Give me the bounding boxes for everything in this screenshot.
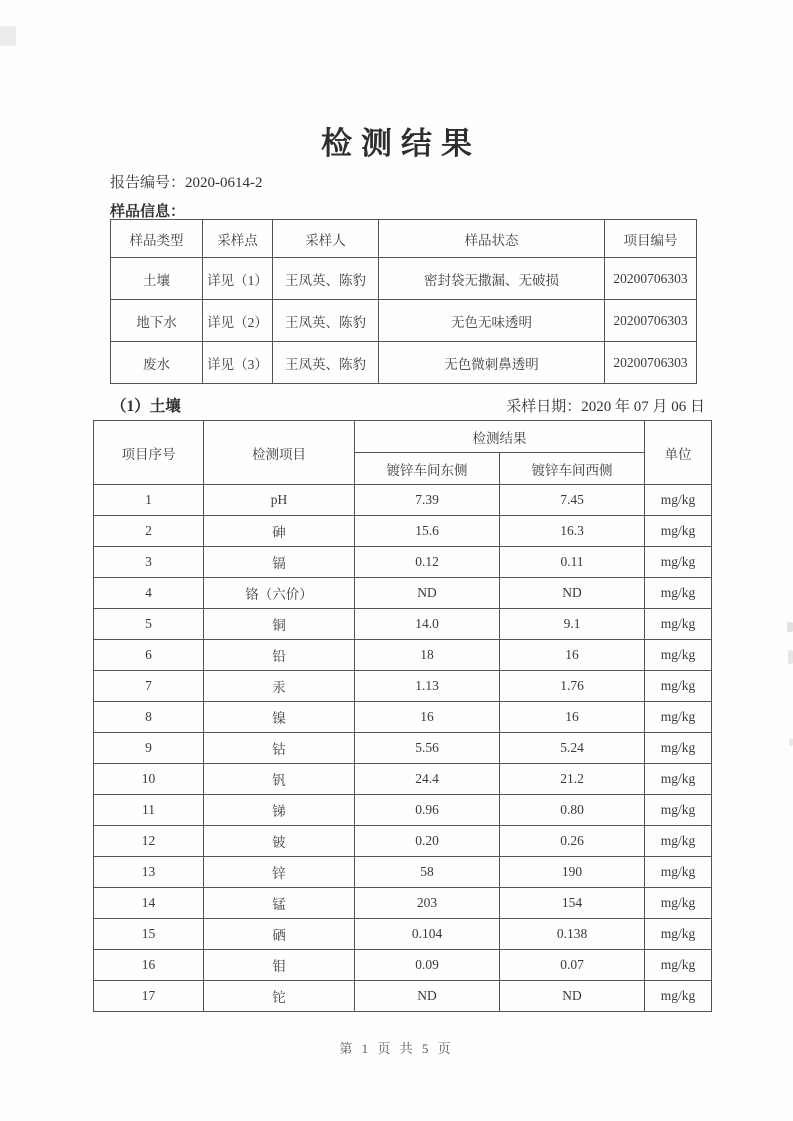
table-row bbox=[94, 609, 712, 640]
table-cell: 王凤英、陈豹 bbox=[273, 342, 379, 384]
table-row bbox=[94, 764, 712, 795]
table-cell: mg/kg bbox=[645, 857, 712, 888]
table-cell: 8 bbox=[94, 702, 204, 733]
table-row bbox=[94, 733, 712, 764]
sample-info-table bbox=[110, 219, 697, 384]
table-cell: 镉 bbox=[204, 547, 355, 578]
table-cell: 铍 bbox=[204, 826, 355, 857]
table-cell: 16 bbox=[355, 702, 500, 733]
table-cell: 锰 bbox=[204, 888, 355, 919]
table-cell: mg/kg bbox=[645, 795, 712, 826]
table-cell: mg/kg bbox=[645, 981, 712, 1012]
report-number: 报告编号：2020-0614-2 bbox=[110, 175, 263, 191]
table-cell: 地下水 bbox=[111, 300, 203, 342]
table-cell: 11 bbox=[94, 795, 204, 826]
table-cell: 锌 bbox=[204, 857, 355, 888]
scan-artifact bbox=[0, 26, 16, 46]
page-title: 检测结果 bbox=[321, 126, 481, 161]
table-cell: 15 bbox=[94, 919, 204, 950]
table-cell: 王凤英、陈豹 bbox=[273, 300, 379, 342]
table-cell: 0.12 bbox=[355, 547, 500, 578]
table-cell: mg/kg bbox=[645, 888, 712, 919]
table-cell: 镍 bbox=[204, 702, 355, 733]
table-cell: 铜 bbox=[204, 609, 355, 640]
table-cell: 硒 bbox=[204, 919, 355, 950]
column-header-unit: 单位 bbox=[645, 421, 712, 485]
table-cell: 0.138 bbox=[500, 919, 645, 950]
column-header-workshop-west: 镀锌车间西侧 bbox=[500, 453, 645, 485]
table-cell: 17 bbox=[94, 981, 204, 1012]
table-cell: 0.09 bbox=[355, 950, 500, 981]
table-cell: 5.24 bbox=[500, 733, 645, 764]
table-row bbox=[94, 981, 712, 1012]
table-cell: 7.45 bbox=[500, 485, 645, 516]
table-cell: 铅 bbox=[204, 640, 355, 671]
table-cell: 18 bbox=[355, 640, 500, 671]
table-cell: 15.6 bbox=[355, 516, 500, 547]
table-cell: mg/kg bbox=[645, 733, 712, 764]
table-cell: mg/kg bbox=[645, 485, 712, 516]
sampling-date: 采样日期：2020 年 07 月 06 日 bbox=[506, 399, 705, 415]
table-cell: 钒 bbox=[204, 764, 355, 795]
table-cell: 钴 bbox=[204, 733, 355, 764]
table-row bbox=[94, 485, 712, 516]
section-header bbox=[93, 392, 711, 416]
section-label-soil: （1）土壤 bbox=[111, 398, 181, 415]
table-cell: 16.3 bbox=[500, 516, 645, 547]
table-row bbox=[94, 671, 712, 702]
table-row bbox=[94, 516, 712, 547]
table-row bbox=[111, 258, 697, 300]
table-cell: 14 bbox=[94, 888, 204, 919]
table-cell: 1.76 bbox=[500, 671, 645, 702]
table-cell: 20200706303 bbox=[605, 342, 697, 384]
page-footer: 第 1 页 共 5 页 bbox=[339, 1041, 454, 1056]
table-cell: 7 bbox=[94, 671, 204, 702]
table-row bbox=[94, 795, 712, 826]
table-cell: 203 bbox=[355, 888, 500, 919]
table-cell: 13 bbox=[94, 857, 204, 888]
scan-artifact bbox=[789, 738, 793, 746]
column-header-sample-status: 样品状态 bbox=[379, 220, 605, 258]
table-cell: 详见（3） bbox=[203, 342, 273, 384]
table-cell: 24.4 bbox=[355, 764, 500, 795]
table-row bbox=[94, 888, 712, 919]
column-header-test-item: 检测项目 bbox=[204, 421, 355, 485]
column-header-item-number: 项目序号 bbox=[94, 421, 204, 485]
table-cell: mg/kg bbox=[645, 516, 712, 547]
table-cell: ND bbox=[500, 981, 645, 1012]
table-cell: 6 bbox=[94, 640, 204, 671]
table-cell: mg/kg bbox=[645, 919, 712, 950]
table-cell: mg/kg bbox=[645, 702, 712, 733]
table-cell: 无色微刺鼻透明 bbox=[379, 342, 605, 384]
table-cell: 铊 bbox=[204, 981, 355, 1012]
table-cell: 20200706303 bbox=[605, 300, 697, 342]
table-cell: 2 bbox=[94, 516, 204, 547]
table-cell: 7.39 bbox=[355, 485, 500, 516]
table-cell: mg/kg bbox=[645, 764, 712, 795]
table-cell: 154 bbox=[500, 888, 645, 919]
table-cell: 14.0 bbox=[355, 609, 500, 640]
column-header-project-number: 项目编号 bbox=[605, 220, 697, 258]
table-cell: 5 bbox=[94, 609, 204, 640]
table-cell: 1 bbox=[94, 485, 204, 516]
table-cell: 废水 bbox=[111, 342, 203, 384]
table-cell: 5.56 bbox=[355, 733, 500, 764]
table-cell: 0.104 bbox=[355, 919, 500, 950]
table-cell: mg/kg bbox=[645, 950, 712, 981]
table-header-row bbox=[111, 220, 697, 258]
table-cell: mg/kg bbox=[645, 609, 712, 640]
table-cell: 190 bbox=[500, 857, 645, 888]
table-cell: 汞 bbox=[204, 671, 355, 702]
table-cell: 王凤英、陈豹 bbox=[273, 258, 379, 300]
table-cell: 4 bbox=[94, 578, 204, 609]
column-header-sample-type: 样品类型 bbox=[111, 220, 203, 258]
table-cell: 0.07 bbox=[500, 950, 645, 981]
table-cell: 16 bbox=[500, 640, 645, 671]
table-cell: 16 bbox=[500, 702, 645, 733]
table-cell: 详见（1） bbox=[203, 258, 273, 300]
scan-artifact bbox=[788, 650, 793, 664]
table-header-row bbox=[94, 421, 712, 453]
table-cell: 钼 bbox=[204, 950, 355, 981]
table-cell: 0.11 bbox=[500, 547, 645, 578]
table-cell: 无色无味透明 bbox=[379, 300, 605, 342]
table-cell: 9.1 bbox=[500, 609, 645, 640]
table-cell: 锑 bbox=[204, 795, 355, 826]
table-cell: 土壤 bbox=[111, 258, 203, 300]
soil-results-table bbox=[93, 420, 712, 1012]
table-cell: 0.80 bbox=[500, 795, 645, 826]
table-cell: 16 bbox=[94, 950, 204, 981]
column-header-test-result: 检测结果 bbox=[355, 421, 645, 453]
table-cell: 9 bbox=[94, 733, 204, 764]
table-row bbox=[94, 950, 712, 981]
table-cell: 10 bbox=[94, 764, 204, 795]
table-row bbox=[94, 640, 712, 671]
table-row bbox=[111, 300, 697, 342]
sample-info-heading: 样品信息： bbox=[110, 204, 186, 220]
table-cell: 0.96 bbox=[355, 795, 500, 826]
column-header-sampling-point: 采样点 bbox=[203, 220, 273, 258]
table-row bbox=[111, 342, 697, 384]
table-row bbox=[94, 702, 712, 733]
table-row bbox=[94, 547, 712, 578]
table-cell: ND bbox=[355, 578, 500, 609]
table-cell: 21.2 bbox=[500, 764, 645, 795]
table-cell: mg/kg bbox=[645, 671, 712, 702]
table-cell: 铬（六价） bbox=[204, 578, 355, 609]
table-cell: 0.20 bbox=[355, 826, 500, 857]
table-cell: 详见（2） bbox=[203, 300, 273, 342]
table-row bbox=[94, 578, 712, 609]
table-cell: pH bbox=[204, 485, 355, 516]
table-cell: mg/kg bbox=[645, 578, 712, 609]
table-row bbox=[94, 826, 712, 857]
table-cell: 0.26 bbox=[500, 826, 645, 857]
table-cell: 3 bbox=[94, 547, 204, 578]
scan-artifact bbox=[787, 622, 793, 632]
table-cell: 58 bbox=[355, 857, 500, 888]
table-row bbox=[94, 857, 712, 888]
table-cell: mg/kg bbox=[645, 547, 712, 578]
table-cell: 砷 bbox=[204, 516, 355, 547]
table-cell: 密封袋无撒漏、无破损 bbox=[379, 258, 605, 300]
table-cell: 12 bbox=[94, 826, 204, 857]
column-header-workshop-east: 镀锌车间东侧 bbox=[355, 453, 500, 485]
table-cell: ND bbox=[500, 578, 645, 609]
table-cell: 1.13 bbox=[355, 671, 500, 702]
table-cell: 20200706303 bbox=[605, 258, 697, 300]
table-cell: mg/kg bbox=[645, 826, 712, 857]
column-header-sampler: 采样人 bbox=[273, 220, 379, 258]
table-cell: mg/kg bbox=[645, 640, 712, 671]
table-row bbox=[94, 919, 712, 950]
table-cell: ND bbox=[355, 981, 500, 1012]
